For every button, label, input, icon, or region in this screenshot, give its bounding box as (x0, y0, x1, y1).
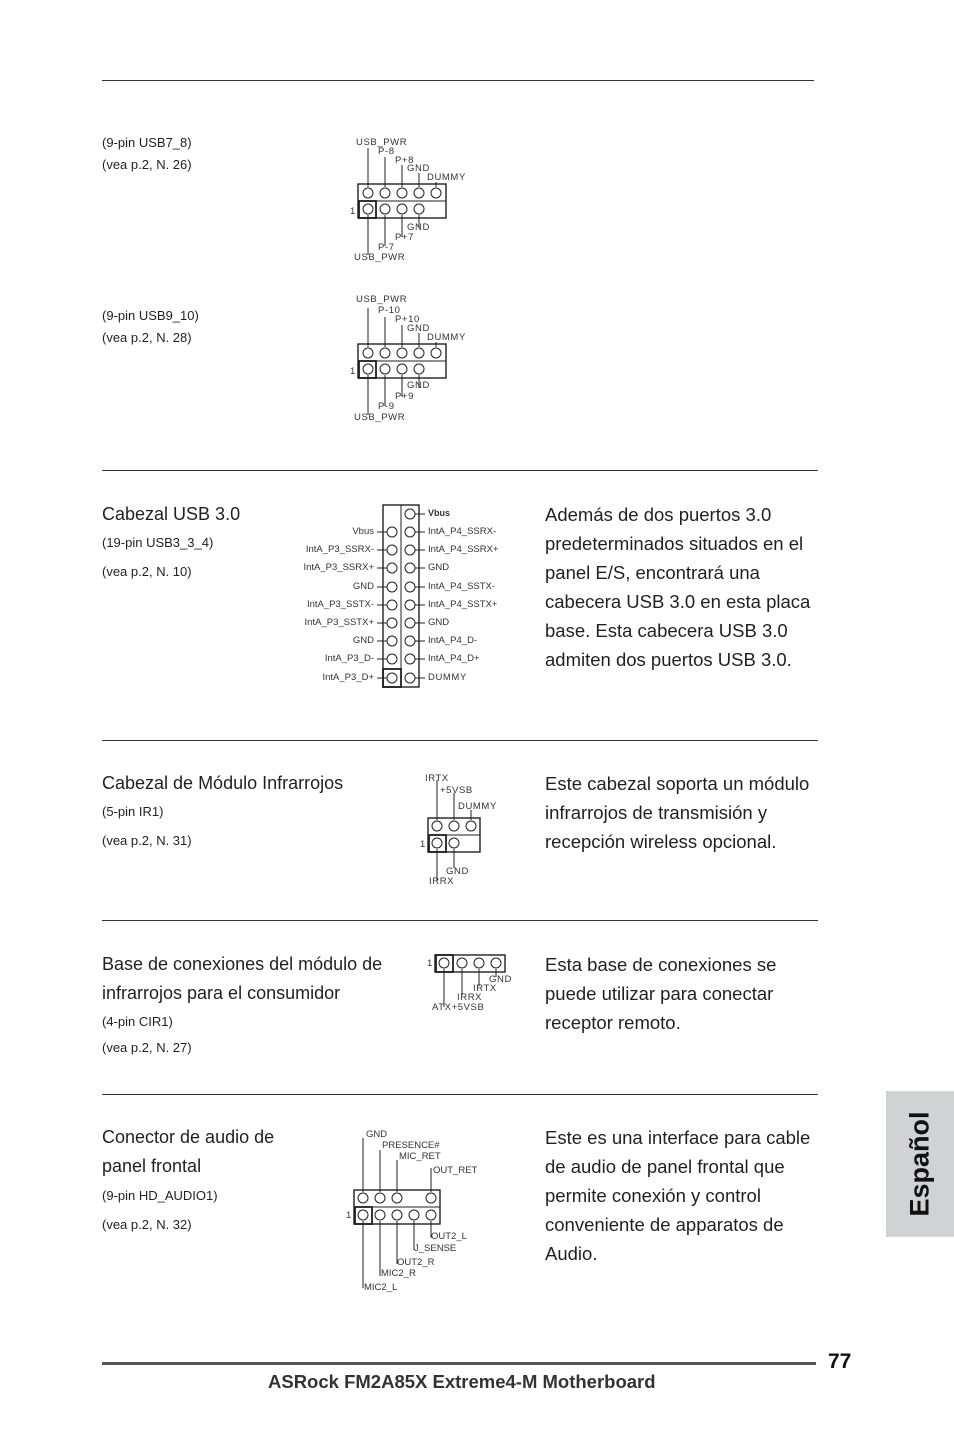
ir-description: Este cabezal soporta un módulo infrarrojos de transmisión y recepción wireless opcional. (545, 773, 810, 852)
usb3-left-label: GND (352, 581, 374, 592)
cir-pins: (4-pin CIR1) (102, 1014, 173, 1029)
usb7-8-label-pplus-top: P+8 (395, 155, 414, 166)
usb3-ref: (vea p.2, N. 10) (102, 564, 192, 579)
cir-label-irrx: IRRX (457, 992, 483, 1003)
cir-ref: (vea p.2, N. 27) (102, 1040, 192, 1055)
cir-label-pin1: 1 (427, 958, 433, 969)
usb7-8-label-p-top: P-8 (378, 146, 395, 157)
audio-title: Conector de audio de panel frontal (102, 1127, 275, 1176)
audio-label-mic2-l: MIC2_L (364, 1282, 398, 1293)
usb7-8-label-gnd-top: GND (407, 163, 430, 174)
usb3-right-label: DUMMY (428, 672, 467, 683)
usb7-8-label-dummy: DUMMY (427, 172, 466, 183)
ir-label-pin1: 1 (420, 839, 426, 850)
usb3-left-label: Vbus (352, 526, 374, 537)
language-side-tab-label: Español (904, 1111, 935, 1217)
cir-label-irtx: IRTX (473, 983, 497, 994)
audio-label-out2-r: OUT2_R (397, 1257, 435, 1268)
usb9-10-label-pplus-bot: P+9 (395, 391, 414, 402)
audio-label-out2-l: OUT2_L (431, 1231, 467, 1242)
usb3-right-label: IntA_P4_SSRX+ (428, 544, 499, 555)
page-number: 77 (828, 1350, 852, 1373)
usb9-10-label-usb-pwr-top: USB_PWR (356, 294, 408, 305)
usb9-10-label-pplus-top: P+10 (395, 314, 420, 325)
usb9-10-label-p-top: P-10 (378, 305, 401, 316)
ir-label-vsb: +5VSB (440, 785, 473, 796)
audio-label-j-sense: J_SENSE (414, 1243, 457, 1254)
usb3-pins: (19-pin USB3_3_4) (102, 535, 214, 550)
audio-label-mic2-r: MIC2_R (381, 1268, 416, 1279)
cir-title: Base de conexiones del módulo de infrarrojos para el consumidor (102, 954, 383, 1003)
usb3-title: Cabezal USB 3.0 (102, 504, 241, 524)
usb3-left-label: IntA_P3_SSTX- (306, 599, 374, 610)
cir-label-gnd: GND (489, 974, 512, 985)
usb9-10-ref: (vea p.2, N. 28) (102, 330, 192, 345)
usb3-left-label: IntA_P3_D- (324, 653, 374, 664)
usb3-right-label: IntA_P4_SSTX- (428, 581, 496, 592)
usb3-right-label: IntA_P4_D+ (428, 653, 480, 664)
ir-ref: (vea p.2, N. 31) (102, 833, 192, 848)
audio-description: Este es una interface para cable de audio de panel frontal que permite conexión y control conveniente de apparatos de Audio. (545, 1127, 811, 1264)
audio-label-mic-ret: MIC_RET (399, 1151, 441, 1162)
footer-text: ASRock FM2A85X Extreme4-M Motherboard (268, 1371, 656, 1392)
usb3-description: Además de dos puertos 3.0 predeterminados situados en el panel E/S, encontrará una cabecera USB 3.0 en esta placa base. Esta cabecera USB 3.0 admiten dos puertos USB 3.0. (545, 504, 811, 670)
usb7-8-label-gnd-bot: GND (407, 222, 430, 233)
usb3-left-label: IntA_P3_D+ (322, 672, 374, 683)
usb7-8-pins: (9-pin USB7_8) (102, 135, 192, 150)
cir-description: Esta base de conexiones se puede utilizar para conectar receptor remoto. (545, 954, 777, 1033)
audio-label-gnd: GND (366, 1129, 388, 1140)
audio-ref: (vea p.2, N. 32) (102, 1217, 192, 1232)
usb7-8-label-usb-pwr-bot: USB_PWR (354, 252, 406, 263)
audio-label-presence: PRESENCE# (382, 1140, 440, 1151)
usb3-right-label: GND (428, 617, 450, 628)
usb3-right-label: IntA_P4_SSTX+ (428, 599, 498, 610)
usb3-left-label: GND (352, 635, 374, 646)
usb9-10-label-p-bot: P-9 (378, 401, 395, 412)
usb3-right-label: IntA_P4_D- (428, 635, 478, 646)
usb7-8-label-pin1: 1 (350, 206, 356, 217)
usb9-10-label-usb-pwr-bot: USB_PWR (354, 412, 406, 423)
ir-label-dummy: DUMMY (458, 801, 497, 812)
language-side-tab (886, 1091, 954, 1237)
ir-pins: (5-pin IR1) (102, 804, 164, 819)
usb7-8-ref: (vea p.2, N. 26) (102, 157, 192, 172)
usb9-10-pins: (9-pin USB9_10) (102, 308, 199, 323)
ir-label-gnd: GND (446, 866, 469, 877)
usb3-right-label: GND (428, 562, 450, 573)
audio-label-pin1: 1 (346, 1210, 352, 1221)
footer-bar (102, 1362, 816, 1365)
audio-label-out-ret: OUT_RET (433, 1165, 478, 1176)
usb3-left-label: IntA_P3_SSRX- (305, 544, 374, 555)
usb7-8-label-usb-pwr-top: USB_PWR (356, 137, 408, 148)
usb9-10-label-pin1: 1 (350, 366, 356, 377)
usb3-left-label: IntA_P3_SSTX+ (304, 617, 374, 628)
usb3-right-label: Vbus (428, 508, 451, 518)
usb3-right-label: IntA_P4_SSRX- (428, 526, 497, 537)
ir-label-irtx: IRTX (425, 773, 449, 784)
usb9-10-label-dummy: DUMMY (427, 332, 466, 343)
usb9-10-label-gnd-bot: GND (407, 380, 430, 391)
ir-title: Cabezal de Módulo Infrarrojos (102, 773, 344, 793)
audio-pins: (9-pin HD_AUDIO1) (102, 1188, 218, 1203)
cir-label-atx: ATX+5VSB (432, 1002, 485, 1013)
ir-label-irrx: IRRX (429, 876, 455, 887)
usb9-10-label-gnd-top: GND (407, 323, 430, 334)
usb7-8-label-p-bot: P-7 (378, 242, 395, 253)
usb3-left-label: IntA_P3_SSRX+ (303, 562, 374, 573)
usb7-8-label-pplus-bot: P+7 (395, 232, 414, 243)
